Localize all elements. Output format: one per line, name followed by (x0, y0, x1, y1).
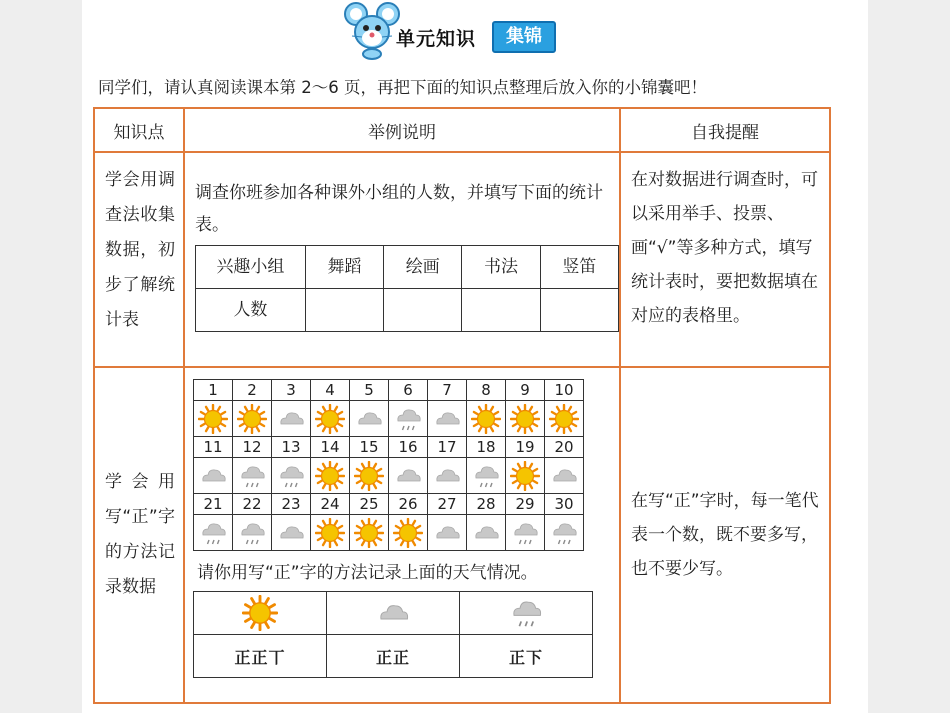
sun-icon (311, 515, 350, 551)
sun-icon (545, 401, 584, 437)
rain-icon (545, 515, 584, 551)
tally-value-row (194, 635, 593, 678)
stat-header-cell: 竖笛 (540, 246, 618, 289)
day-number: 28 (467, 494, 506, 515)
cloud-icon (467, 515, 506, 551)
day-number: 6 (389, 380, 428, 401)
day-number: 4 (311, 380, 350, 401)
knowledge-point-cell (94, 367, 184, 703)
cloud-icon (428, 515, 467, 551)
weather-day-row (194, 437, 584, 458)
weather-day-row (194, 380, 584, 401)
stat-header-cell: 绘画 (384, 246, 462, 289)
sun-icon (506, 401, 545, 437)
interest-group-table (195, 245, 619, 332)
self-reminder-text: 在写“正”字时，每一笔代表一个数，既不要多写，也不要少写。 (631, 491, 819, 579)
day-number: 16 (389, 437, 428, 458)
self-reminder-cell: 在对数据进行调查时，可以采用举手、投票、画“√”等多种方式，填写统计表时，要把数据填在对应的表格里。 (620, 152, 830, 367)
header-example: 举例说明 (184, 108, 620, 152)
day-number: 3 (272, 380, 311, 401)
day-number: 11 (194, 437, 233, 458)
day-number: 17 (428, 437, 467, 458)
rain-icon (389, 401, 428, 437)
stat-header-cell: 书法 (462, 246, 540, 289)
day-number: 8 (467, 380, 506, 401)
rain-icon (272, 458, 311, 494)
cloud-icon (545, 458, 584, 494)
header-knowledge-point: 知识点 (94, 108, 184, 152)
sun-icon (506, 458, 545, 494)
stat-header-cell: 兴趣小组 (196, 246, 306, 289)
banner-title: 单元知识 (396, 28, 477, 50)
header-self-reminder: 自我提醒 (620, 108, 830, 152)
rain-icon (460, 592, 593, 635)
rain-icon (467, 458, 506, 494)
sun-icon (194, 401, 233, 437)
rain-icon (233, 458, 272, 494)
sun-icon (350, 458, 389, 494)
day-number: 12 (233, 437, 272, 458)
day-number: 15 (350, 437, 389, 458)
knowledge-point-text: 学会用写“正”字的方法记录数据 (105, 472, 175, 597)
weather-calendar-table (193, 379, 584, 551)
day-number: 24 (311, 494, 350, 515)
day-number: 20 (545, 437, 584, 458)
weather-icon-row (194, 458, 584, 494)
cloud-icon (389, 458, 428, 494)
day-number: 18 (467, 437, 506, 458)
sun-icon (389, 515, 428, 551)
sun-icon (350, 515, 389, 551)
day-number: 23 (272, 494, 311, 515)
intro-text: 同学们，请认真阅读课本第 2～6 页，再把下面的知识点整理后放入你的小锦囊吧！ (98, 78, 707, 97)
stat-blank-cell[interactable] (540, 289, 618, 332)
cloud-icon (327, 592, 460, 635)
day-number: 21 (194, 494, 233, 515)
day-number: 10 (545, 380, 584, 401)
tally-value: 正正丅 (194, 635, 327, 678)
example-text: 请你用写“正”字的方法记录上面的天气情况。 (197, 563, 538, 583)
tally-value: 正正 (327, 635, 460, 678)
sun-icon (194, 592, 327, 635)
day-number: 25 (350, 494, 389, 515)
cloud-icon (350, 401, 389, 437)
weather-icon-row (194, 515, 584, 551)
sun-icon (311, 401, 350, 437)
knowledge-point-cell: 学会用调查法收集数据，初步了解统计表 (94, 152, 184, 367)
tally-value: 正下 (460, 635, 593, 678)
cloud-icon (272, 515, 311, 551)
self-reminder-cell (620, 367, 830, 703)
table-row (94, 367, 830, 703)
stat-header-row (196, 246, 619, 289)
banner-badge: 集锦 (492, 21, 556, 53)
sun-icon (467, 401, 506, 437)
stat-blank-cell[interactable] (305, 289, 383, 332)
stat-header-cell: 舞蹈 (305, 246, 383, 289)
worksheet-page (82, 0, 868, 713)
table-row (94, 152, 830, 367)
day-number: 1 (194, 380, 233, 401)
rain-icon (233, 515, 272, 551)
mouse-mascot-icon (344, 0, 400, 60)
day-number: 19 (506, 437, 545, 458)
weather-icon-row (194, 401, 584, 437)
day-number: 22 (233, 494, 272, 515)
stat-blank-cell[interactable] (384, 289, 462, 332)
section-banner (344, 0, 574, 62)
cloud-icon (194, 458, 233, 494)
weather-day-row (194, 494, 584, 515)
sun-icon (233, 401, 272, 437)
stat-row-label: 人数 (196, 289, 306, 332)
day-number: 2 (233, 380, 272, 401)
day-number: 7 (428, 380, 467, 401)
day-number: 13 (272, 437, 311, 458)
stat-count-row (196, 289, 619, 332)
day-number: 5 (350, 380, 389, 401)
tally-table (193, 591, 593, 678)
example-cell (184, 152, 620, 367)
day-number: 27 (428, 494, 467, 515)
rain-icon (506, 515, 545, 551)
cloud-icon (272, 401, 311, 437)
cloud-icon (428, 401, 467, 437)
day-number: 26 (389, 494, 428, 515)
sun-icon (311, 458, 350, 494)
table-header-row (94, 108, 830, 152)
tally-icon-row (194, 592, 593, 635)
day-number: 29 (506, 494, 545, 515)
rain-icon (194, 515, 233, 551)
stat-blank-cell[interactable] (462, 289, 540, 332)
day-number: 30 (545, 494, 584, 515)
example-text: 调查你班参加各种课外小组的人数，并填写下面的统计表。 (195, 183, 603, 235)
cloud-icon (428, 458, 467, 494)
knowledge-table (93, 107, 831, 704)
day-number: 9 (506, 380, 545, 401)
example-cell (184, 367, 620, 703)
day-number: 14 (311, 437, 350, 458)
